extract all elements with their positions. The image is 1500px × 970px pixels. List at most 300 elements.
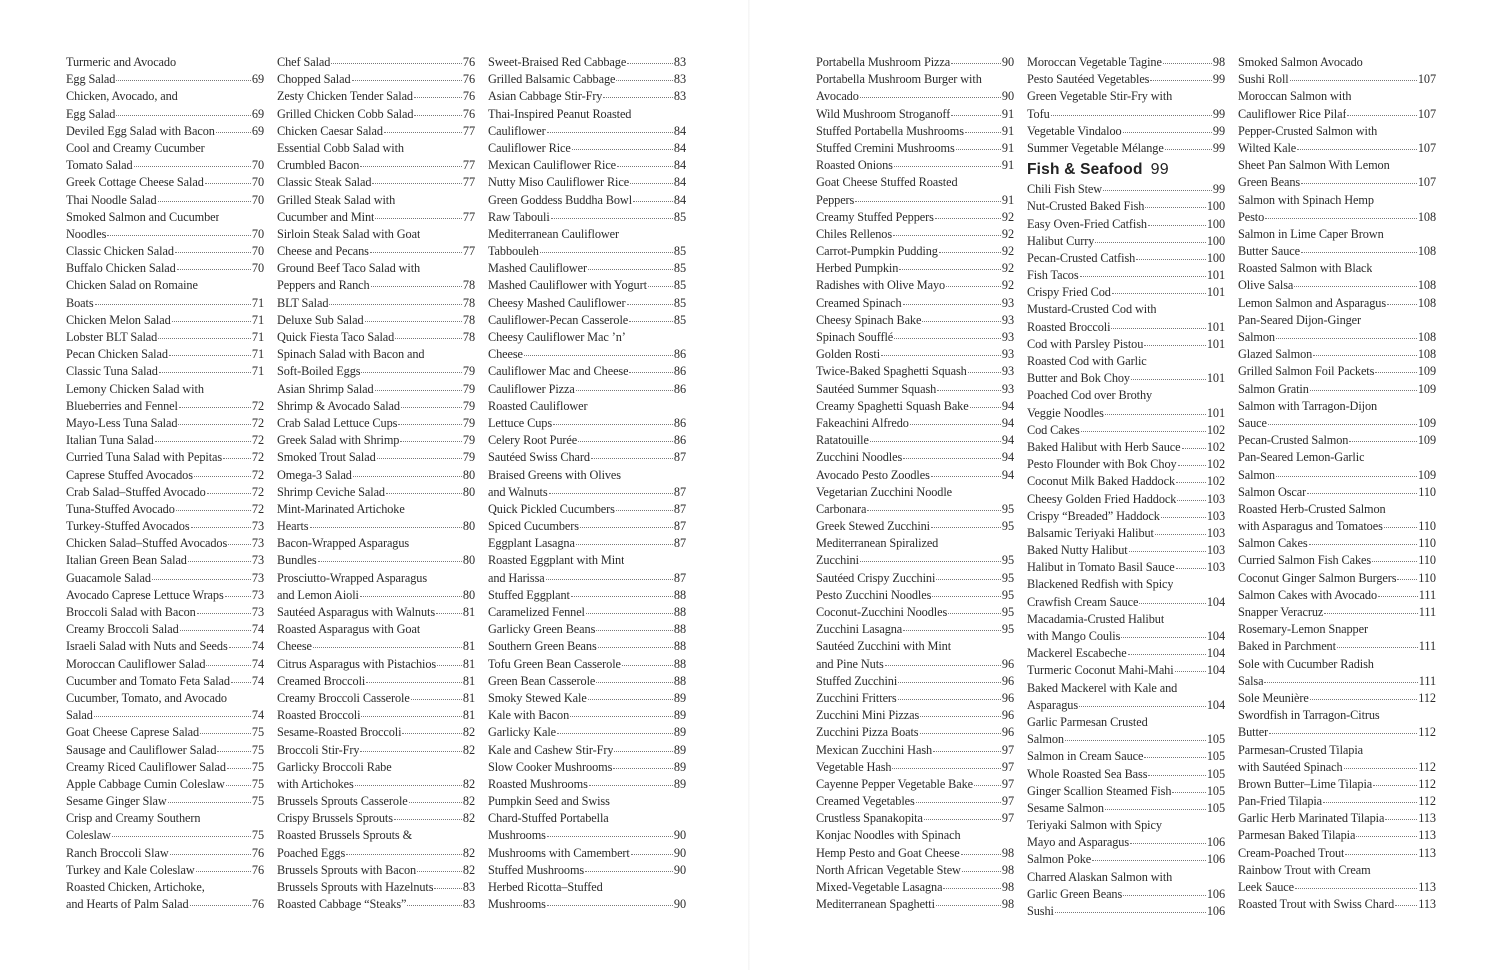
index-entry xyxy=(277,312,475,329)
page-number: 109 xyxy=(1417,433,1436,448)
page-number: 97 xyxy=(1001,794,1014,809)
dot-leader xyxy=(191,527,251,528)
index-entry xyxy=(66,329,264,346)
entry-title: Hearts xyxy=(277,519,309,534)
dot-leader xyxy=(1065,740,1206,741)
dot-leader xyxy=(551,218,673,219)
entry-title: Creamy Spaghetti Squash Bake xyxy=(816,398,969,413)
entry-title: Mediterranean Spaghetti xyxy=(816,897,935,912)
page-number: 83 xyxy=(462,880,475,894)
index-entry xyxy=(1027,817,1225,834)
index-entry xyxy=(277,467,475,484)
entry-title: North African Vegetable Stew xyxy=(816,862,961,877)
dot-leader xyxy=(1276,476,1417,477)
page-number: 103 xyxy=(1206,525,1225,540)
entry-title: Kale and Cashew Stir-Fry xyxy=(488,742,614,757)
entry-title: Wild Mushroom Stroganoff xyxy=(816,106,951,121)
page-number: 71 xyxy=(251,312,264,327)
dot-leader xyxy=(936,905,1001,906)
dot-leader xyxy=(1264,682,1417,683)
dot-leader xyxy=(1092,860,1206,861)
entry-title: Crispy Fried Cod xyxy=(1027,285,1111,300)
index-column-3 xyxy=(488,54,686,913)
index-entry xyxy=(1027,680,1225,697)
entry-title: Zucchini Noodles xyxy=(816,450,903,465)
index-entry xyxy=(816,398,1014,415)
index-entry xyxy=(488,552,686,569)
index-entry xyxy=(488,295,686,312)
page-number: 113 xyxy=(1418,845,1436,860)
page-number: 69 xyxy=(251,123,264,138)
dot-leader xyxy=(956,149,1001,150)
index-entry xyxy=(1238,88,1436,105)
index-entry xyxy=(816,467,1014,484)
dot-leader xyxy=(107,235,251,236)
entry-title: Salmon Cakes with Avocado xyxy=(1238,587,1378,602)
entry-title: Blackened Redfish with Spicy xyxy=(1027,577,1174,592)
index-entry xyxy=(277,759,475,776)
entry-title: Salmon Poke xyxy=(1027,852,1092,867)
page-number: 110 xyxy=(1418,553,1436,568)
page-number: 93 xyxy=(1001,381,1014,396)
entry-title: Pecan-Crusted Catfish xyxy=(1027,250,1136,265)
index-entry xyxy=(816,484,1014,501)
index-entry xyxy=(1027,766,1225,783)
dot-leader xyxy=(1265,218,1417,219)
entry-title: Lemony Chicken Salad with xyxy=(66,381,204,396)
dot-leader xyxy=(580,527,673,528)
page-number: 72 xyxy=(251,467,264,482)
index-entry xyxy=(66,260,264,277)
index-entry xyxy=(1027,88,1225,105)
dot-leader xyxy=(116,115,251,116)
entry-title: Chard-Stuffed Portabella xyxy=(488,811,609,826)
entry-title: Roasted Chicken, Artichoke, xyxy=(66,880,205,894)
dot-leader xyxy=(411,699,462,700)
dot-leader xyxy=(188,561,251,562)
entry-title: Smoked Trout Salad xyxy=(277,450,376,465)
index-entry xyxy=(277,484,475,501)
dot-leader xyxy=(370,252,462,253)
dot-leader xyxy=(176,510,251,511)
dot-leader xyxy=(648,286,673,287)
dot-leader xyxy=(633,201,673,202)
index-entry xyxy=(1027,267,1225,284)
page-number: 70 xyxy=(251,175,264,190)
dot-leader xyxy=(1356,836,1417,837)
index-entry xyxy=(66,724,264,741)
index-entry xyxy=(1027,645,1225,662)
entry-title: Apple Cabbage Cumin Coleslaw xyxy=(66,776,225,791)
entry-title: Bacon-Wrapped Asparagus xyxy=(277,536,410,551)
page-number: 78 xyxy=(462,278,475,293)
dot-leader xyxy=(152,579,251,580)
page-number: 79 xyxy=(462,398,475,413)
page-number: 106 xyxy=(1206,904,1225,918)
index-entry xyxy=(488,518,686,535)
dot-leader xyxy=(207,493,251,494)
entry-title: Garlicky Broccoli Rabe xyxy=(277,759,392,774)
entry-title: Mashed Cauliflower with Yogurt xyxy=(488,278,647,293)
dot-leader xyxy=(965,132,1001,133)
entry-title: Crispy Brussels Sprouts xyxy=(277,811,393,826)
index-entry xyxy=(488,724,686,741)
page-number: 90 xyxy=(673,862,686,877)
entry-title: Summer Vegetable Mélange xyxy=(1027,140,1164,155)
dot-leader xyxy=(1111,328,1205,329)
entry-title: Brown Butter–Lime Tilapia xyxy=(1238,776,1373,791)
page-number: 79 xyxy=(462,381,475,396)
index-entry xyxy=(1238,604,1436,621)
dot-leader xyxy=(937,390,1001,391)
entry-title: Roasted Herb-Crusted Salmon xyxy=(1238,501,1386,516)
entry-title: Zucchini Mini Pizzas xyxy=(816,708,920,723)
page-number: 101 xyxy=(1206,371,1225,386)
page-number: 95 xyxy=(1001,553,1014,568)
entry-title: Cheesy Cauliflower Mac ’n’ xyxy=(488,330,626,344)
dot-leader xyxy=(586,613,673,614)
page-number: 93 xyxy=(1001,330,1014,344)
index-entry xyxy=(277,827,475,844)
page-number: 88 xyxy=(673,656,686,671)
page-number: 76 xyxy=(251,845,264,860)
dot-leader xyxy=(1178,465,1206,466)
entry-title: Sesame Salmon xyxy=(1027,800,1104,815)
index-entry xyxy=(277,552,475,569)
entry-title: Spiced Cucumbers xyxy=(488,519,579,534)
dot-leader xyxy=(1121,637,1206,638)
dot-leader xyxy=(974,785,1001,786)
page-number: 98 xyxy=(1001,845,1014,860)
dot-leader xyxy=(931,527,1001,528)
page-number: 108 xyxy=(1417,278,1436,293)
entry-title: Zucchini Pizza Boats xyxy=(816,725,919,740)
dot-leader xyxy=(1310,390,1417,391)
entry-title: Sole with Cucumber Radish xyxy=(1238,656,1374,671)
entry-title: Cucumber and Mint xyxy=(277,209,375,224)
entry-title: Roasted Cabbage “Steaks” xyxy=(277,897,407,912)
page-number: 92 xyxy=(1001,278,1014,293)
entry-title: Greek Cottage Cheese Salad xyxy=(66,175,204,190)
entry-title: Konjac Noodles with Spinach xyxy=(816,828,961,843)
page-number: 88 xyxy=(673,622,686,637)
page-number: 74 xyxy=(251,622,264,637)
page-number: 89 xyxy=(673,776,686,791)
index-entry xyxy=(488,123,686,140)
page-number: 82 xyxy=(462,776,475,791)
entry-title: Parmesan-Crusted Tilapia xyxy=(1238,742,1364,757)
dot-leader xyxy=(629,372,672,373)
index-entry xyxy=(66,501,264,518)
entry-title: Mexican Zucchini Hash xyxy=(816,742,933,757)
index-entry xyxy=(488,381,686,398)
entry-title: Thai Noodle Salad xyxy=(66,192,157,207)
index-entry xyxy=(488,845,686,862)
index-entry xyxy=(1027,576,1225,593)
entry-title: Lemon Salmon and Asparagus xyxy=(1238,295,1387,310)
page-number: 84 xyxy=(673,175,686,190)
index-entry xyxy=(816,363,1014,380)
page-number: 70 xyxy=(251,192,264,207)
dot-leader xyxy=(596,630,673,631)
index-entry xyxy=(277,896,475,913)
index-entry xyxy=(816,106,1014,123)
page-number: 83 xyxy=(462,897,475,912)
index-entry xyxy=(816,174,1014,191)
index-entry xyxy=(816,621,1014,638)
entry-title: Garlic Herb Marinated Tilapia xyxy=(1238,811,1385,826)
entry-title: Turmeric Coconut Mahi-Mahi xyxy=(1027,663,1174,678)
index-entry xyxy=(277,879,475,896)
dot-leader xyxy=(894,338,1001,339)
entry-title: Classic Tuna Salad xyxy=(66,364,158,379)
page-number: 85 xyxy=(673,278,686,293)
page-number: 103 xyxy=(1206,560,1225,575)
dot-leader xyxy=(318,561,462,562)
index-entry xyxy=(277,862,475,879)
page-number: 72 xyxy=(251,433,264,448)
dot-leader xyxy=(407,905,461,906)
entry-title: Creamy Broccoli Salad xyxy=(66,622,179,637)
index-entry xyxy=(66,879,264,896)
dot-leader xyxy=(414,97,462,98)
page-number: 85 xyxy=(673,261,686,276)
dot-leader xyxy=(1123,132,1212,133)
page-number: 92 xyxy=(1001,209,1014,224)
page-number: 89 xyxy=(673,759,686,774)
entry-title: Peppers and Ranch xyxy=(277,278,370,293)
page-number: 111 xyxy=(1418,605,1436,619)
index-entry xyxy=(1238,862,1436,879)
dot-leader xyxy=(1268,424,1417,425)
page-number: 94 xyxy=(1001,450,1014,465)
page-number: 74 xyxy=(251,673,264,688)
dot-leader xyxy=(557,733,673,734)
index-entry xyxy=(1238,845,1436,862)
index-entry xyxy=(1238,810,1436,827)
index-entry xyxy=(816,570,1014,587)
index-entry xyxy=(1238,467,1436,484)
page-number: 79 xyxy=(462,433,475,448)
entry-title: Shrimp Ceviche Salad xyxy=(277,484,385,499)
dot-leader xyxy=(932,596,1001,597)
page-number: 73 xyxy=(251,605,264,619)
dot-leader xyxy=(375,390,462,391)
entry-title: Crisp and Creamy Southern xyxy=(66,811,201,826)
entry-title: Pesto Zucchini Noodles xyxy=(816,587,932,602)
entry-title: Southern Green Beans xyxy=(488,639,597,654)
page-number: 93 xyxy=(1001,312,1014,327)
index-entry xyxy=(66,140,264,157)
dot-leader xyxy=(346,854,462,855)
dot-leader xyxy=(417,871,462,872)
page-number: 109 xyxy=(1417,467,1436,482)
dot-leader xyxy=(616,80,673,81)
right-page xyxy=(750,0,1500,970)
index-entry xyxy=(816,896,1014,913)
page-number: 81 xyxy=(462,656,475,671)
dot-leader xyxy=(1177,500,1206,501)
page-number: 90 xyxy=(1001,55,1014,69)
dot-leader xyxy=(1155,534,1206,535)
entry-title: and Hearts of Palm Salad xyxy=(66,897,189,912)
index-entry xyxy=(66,123,264,140)
dot-leader xyxy=(1136,259,1206,260)
index-entry xyxy=(66,535,264,552)
entry-title: Tomato Salad xyxy=(66,158,133,173)
entry-title: Tofu Green Bean Casserole xyxy=(488,656,621,671)
entry-title: Sesame Ginger Slaw xyxy=(66,794,167,809)
entry-title: Glazed Salmon xyxy=(1238,347,1313,362)
dot-leader xyxy=(1148,775,1205,776)
entry-title: Egg Salad xyxy=(66,72,116,87)
page-number: 75 xyxy=(251,742,264,757)
entry-title: Pan-Seared Dijon-Ginger xyxy=(1238,312,1362,327)
page-number: 79 xyxy=(462,415,475,430)
dot-leader xyxy=(95,304,251,305)
page-number: 109 xyxy=(1417,415,1436,430)
entry-title: Cauliflower-Pecan Casserole xyxy=(488,312,629,327)
entry-title: Cauliflower Mac and Cheese xyxy=(488,364,629,379)
index-entry xyxy=(66,827,264,844)
dot-leader xyxy=(409,802,462,803)
entry-title: with Mango Coulis xyxy=(1027,629,1121,643)
index-entry xyxy=(66,484,264,501)
index-entry xyxy=(1238,106,1436,123)
entry-title: Pesto Flounder with Bok Choy xyxy=(1027,457,1177,472)
entry-title: Curried Tuna Salad with Pepitas xyxy=(66,450,223,465)
index-entry xyxy=(277,776,475,793)
index-entry xyxy=(1238,896,1436,913)
entry-title: Salmon in Lime Caper Brown xyxy=(1238,226,1384,241)
dot-leader xyxy=(1324,613,1418,614)
entry-title: Grilled Salmon Foil Packets xyxy=(1238,364,1375,379)
dot-leader xyxy=(855,201,1001,202)
index-entry xyxy=(816,827,1014,844)
entry-title: Creamed Broccoli xyxy=(277,673,366,688)
index-entry xyxy=(816,604,1014,621)
index-entry xyxy=(488,432,686,449)
page-number: 105 xyxy=(1206,783,1225,798)
dot-leader xyxy=(1294,286,1417,287)
entry-title: Sautéed Asparagus with Walnuts xyxy=(277,605,436,619)
entry-title: Leek Sauce xyxy=(1238,880,1295,894)
dot-leader xyxy=(903,458,1001,459)
index-entry xyxy=(816,862,1014,879)
dot-leader xyxy=(1323,802,1417,803)
index-entry xyxy=(66,363,264,380)
index-entry xyxy=(816,192,1014,209)
page-number: 87 xyxy=(673,536,686,551)
entry-title: with Sautéed Spinach xyxy=(1238,759,1343,774)
entry-title: Salmon xyxy=(1027,732,1064,747)
index-entry xyxy=(1027,439,1225,456)
index-entry xyxy=(1027,353,1225,370)
page-number: 74 xyxy=(251,708,264,723)
dot-leader xyxy=(596,682,673,683)
page-number: 71 xyxy=(251,347,264,362)
dot-leader xyxy=(1095,242,1205,243)
dot-leader xyxy=(1130,843,1206,844)
dot-leader xyxy=(885,665,1001,666)
entry-title: and Lemon Aioli xyxy=(277,587,359,602)
entry-title: Cayenne Pepper Vegetable Bake xyxy=(816,776,974,791)
entry-title: and Walnuts xyxy=(488,484,548,499)
page-number: 95 xyxy=(1001,605,1014,619)
page-number: 87 xyxy=(673,450,686,465)
index-entry xyxy=(816,140,1014,157)
page-number: 74 xyxy=(251,639,264,654)
index-entry xyxy=(1238,742,1436,759)
page-number: 113 xyxy=(1418,828,1436,843)
entry-title: Greek Stewed Zucchini xyxy=(816,519,930,534)
entry-title: Cod with Parsley Pistou xyxy=(1027,336,1144,351)
index-entry xyxy=(488,192,686,209)
index-entry xyxy=(1238,415,1436,432)
dot-leader xyxy=(360,596,462,597)
page-number: 81 xyxy=(462,673,475,688)
index-entry xyxy=(488,174,686,191)
dot-leader xyxy=(1378,596,1418,597)
entry-title: Roasted Broccoli xyxy=(1027,319,1111,334)
dot-leader xyxy=(1175,671,1206,672)
page-number: 108 xyxy=(1417,347,1436,362)
entry-title: Olive Salsa xyxy=(1238,278,1294,293)
entry-title: Celery Root Purée xyxy=(488,433,578,448)
dot-leader xyxy=(903,630,1001,631)
dot-leader xyxy=(961,854,1001,855)
dot-leader xyxy=(169,355,251,356)
entry-title: Mushrooms xyxy=(488,828,546,843)
index-entry xyxy=(488,587,686,604)
dot-leader xyxy=(962,871,1001,872)
page-number: 106 xyxy=(1206,852,1225,867)
entry-title: Chiles Rellenos xyxy=(816,226,893,241)
index-entry xyxy=(1027,559,1225,576)
dot-leader xyxy=(1375,372,1417,373)
dot-leader xyxy=(1128,654,1206,655)
dot-leader xyxy=(1349,441,1416,442)
entry-title: Italian Green Bean Salad xyxy=(66,553,187,568)
entry-title: Ground Beef Taco Salad with xyxy=(277,261,421,276)
entry-title: Baked Mackerel with Kale and xyxy=(1027,680,1178,695)
page-number: 92 xyxy=(1001,226,1014,241)
page-number: 77 xyxy=(462,244,475,259)
entry-title: Salmon with Tarragon-Dijon xyxy=(1238,398,1378,413)
index-entry xyxy=(816,346,1014,363)
dot-leader xyxy=(549,493,673,494)
page-number: 79 xyxy=(462,450,475,465)
index-entry xyxy=(277,638,475,655)
entry-title: Swordfish in Tarragon-Citrus xyxy=(1238,708,1380,723)
index-entry xyxy=(816,88,1014,105)
dot-leader xyxy=(1150,80,1212,81)
page-number: 95 xyxy=(1001,587,1014,602)
dot-leader xyxy=(922,321,1001,322)
dot-leader xyxy=(434,888,461,889)
index-entry xyxy=(816,724,1014,741)
index-entry xyxy=(1027,869,1225,886)
entry-title: Crab Salad Lettuce Cups xyxy=(277,415,398,430)
index-entry xyxy=(1027,473,1225,490)
page-number: 70 xyxy=(251,261,264,276)
entry-title: Chicken, Avocado, and xyxy=(66,89,178,104)
index-entry xyxy=(1238,552,1436,569)
page-number: 111 xyxy=(1418,673,1436,688)
page-number: 99 xyxy=(1212,123,1225,138)
index-entry xyxy=(816,673,1014,690)
entry-title: Tofu xyxy=(1027,106,1050,121)
